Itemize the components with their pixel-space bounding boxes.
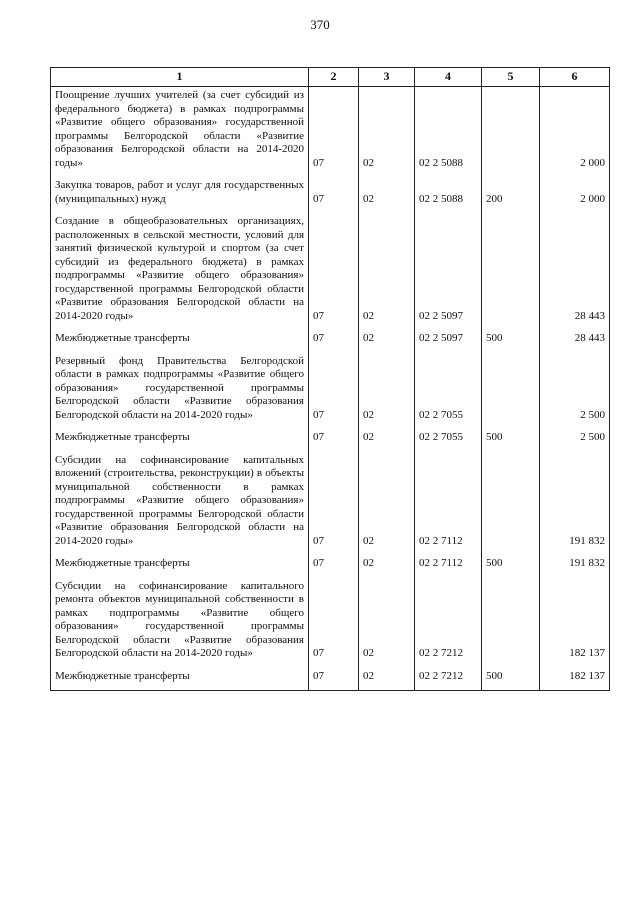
- row-subsection: 02: [359, 177, 415, 213]
- row-section: 07: [309, 429, 359, 452]
- row-name: Межбюджетные трансферты: [51, 668, 309, 691]
- row-article: 02 2 7212: [415, 668, 482, 691]
- row-sum: 2 500: [540, 429, 610, 452]
- row-article: 02 2 7112: [415, 555, 482, 578]
- row-subsection: 02: [359, 668, 415, 691]
- row-name: Закупка товаров, работ и услуг для государственных (муниципальных) нужд: [51, 177, 309, 213]
- row-expense-type: 500: [482, 429, 540, 452]
- row-article: 02 2 5088: [415, 87, 482, 178]
- row-expense-type: [482, 353, 540, 430]
- table-row: [51, 429, 610, 452]
- row-expense-type: [482, 452, 540, 556]
- row-name: Межбюджетные трансферты: [51, 555, 309, 578]
- row-name: Субсидии на софинансирование капитальных вложений (строительства, реконструкции) в объекты муниципальной собственности в рамках подпрограммы «Развитие общего образования» государственной программы Белгородской области «Развитие образования Белгородской области на 2014-2020 годы»: [51, 452, 309, 556]
- row-expense-type: [482, 87, 540, 178]
- row-sum: 191 832: [540, 452, 610, 556]
- row-subsection: 02: [359, 452, 415, 556]
- table-row: [51, 213, 610, 330]
- column-header-sum: 6: [540, 68, 610, 87]
- row-expense-type: 500: [482, 330, 540, 353]
- column-header-subsection: 3: [359, 68, 415, 87]
- row-section: 07: [309, 452, 359, 556]
- row-subsection: 02: [359, 555, 415, 578]
- table-row: [51, 555, 610, 578]
- row-name: Межбюджетные трансферты: [51, 330, 309, 353]
- row-sum: 28 443: [540, 213, 610, 330]
- row-subsection: 02: [359, 578, 415, 668]
- row-sum: 182 137: [540, 578, 610, 668]
- page-number: 370: [310, 17, 330, 32]
- row-section: 07: [309, 578, 359, 668]
- row-subsection: 02: [359, 353, 415, 430]
- row-sum: 2 000: [540, 177, 610, 213]
- row-subsection: 02: [359, 213, 415, 330]
- row-sum: 2 000: [540, 87, 610, 178]
- row-article: 02 2 7055: [415, 353, 482, 430]
- table-header-row: [51, 68, 610, 87]
- row-sum: 191 832: [540, 555, 610, 578]
- row-section: 07: [309, 213, 359, 330]
- row-name: Создание в общеобразовательных организациях, расположенных в сельской местности, условий для занятий физической культурой и спортом (за счет субсидий из федерального бюджета) в рамках подпрограммы «Развитие общего образования» государственной программы Белгородской области «Развитие образования Белгородской области на 2014-2020 годы»: [51, 213, 309, 330]
- row-article: 02 2 7055: [415, 429, 482, 452]
- row-section: 07: [309, 330, 359, 353]
- row-article: 02 2 5097: [415, 330, 482, 353]
- column-header-expense-type: 5: [482, 68, 540, 87]
- row-section: 07: [309, 177, 359, 213]
- row-subsection: 02: [359, 429, 415, 452]
- row-expense-type: [482, 578, 540, 668]
- row-section: 07: [309, 555, 359, 578]
- row-name: Резервный фонд Правительства Белгородской области в рамках подпрограммы «Развитие общего образования» государственной программы Белгородской области «Развитие образования Белгородской области на 2014-2020 годы»: [51, 353, 309, 430]
- table-row: [51, 452, 610, 556]
- table-row: [51, 87, 610, 178]
- table-row: [51, 330, 610, 353]
- row-article: 02 2 5097: [415, 213, 482, 330]
- budget-table: [50, 67, 610, 691]
- row-subsection: 02: [359, 330, 415, 353]
- row-sum: 182 137: [540, 668, 610, 691]
- row-expense-type: 500: [482, 668, 540, 691]
- row-expense-type: [482, 213, 540, 330]
- row-section: 07: [309, 668, 359, 691]
- table-row: [51, 353, 610, 430]
- row-subsection: 02: [359, 87, 415, 178]
- row-sum: 2 500: [540, 353, 610, 430]
- row-section: 07: [309, 353, 359, 430]
- row-section: 07: [309, 87, 359, 178]
- table-row: [51, 668, 610, 691]
- row-article: 02 2 7112: [415, 452, 482, 556]
- row-sum: 28 443: [540, 330, 610, 353]
- row-name: Поощрение лучших учителей (за счет субсидий из федерального бюджета) в рамках подпрограммы «Развитие общего образования» государственной программы Белгородской области «Развитие образования Белгородской области на 2014-2020 годы»: [51, 87, 309, 178]
- column-header-name: 1: [51, 68, 309, 87]
- table-row: [51, 578, 610, 668]
- row-article: 02 2 7212: [415, 578, 482, 668]
- row-article: 02 2 5088: [415, 177, 482, 213]
- column-header-section: 2: [309, 68, 359, 87]
- row-name: Межбюджетные трансферты: [51, 429, 309, 452]
- column-header-article: 4: [415, 68, 482, 87]
- table-row: [51, 177, 610, 213]
- row-expense-type: 200: [482, 177, 540, 213]
- row-name: Субсидии на софинансирование капитального ремонта объектов муниципальной собственности в рамках подпрограммы «Развитие общего образования» государственной программы Белгородской области «Развитие образования Белгородской области на 2014-2020 годы»: [51, 578, 309, 668]
- row-expense-type: 500: [482, 555, 540, 578]
